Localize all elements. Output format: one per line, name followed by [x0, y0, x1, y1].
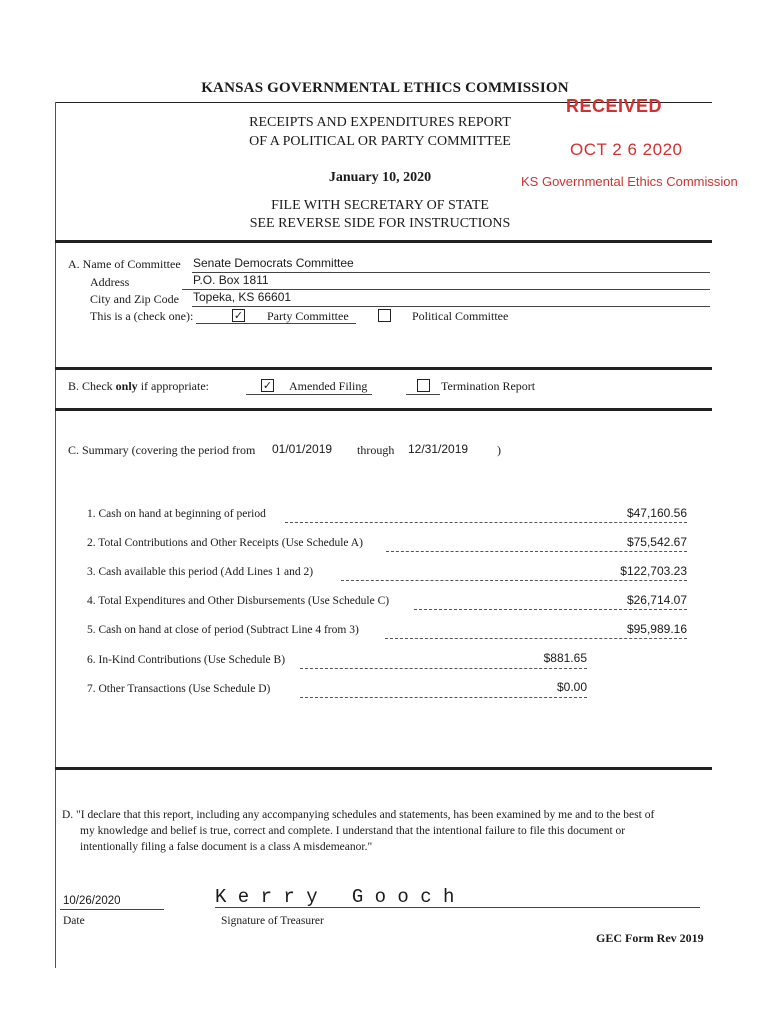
section-a-bottom-rule	[55, 367, 712, 370]
summary-line-label: 7. Other Transactions (Use Schedule D)	[87, 683, 271, 695]
summary-line-dashes	[414, 609, 687, 610]
treasurer-signature-label: Signature of Treasurer	[221, 915, 324, 927]
report-date: January 10, 2020	[328, 170, 432, 185]
party-committee-checkbox[interactable]: ✓	[233, 309, 244, 322]
amended-filing-checkbox[interactable]: ✓	[262, 379, 273, 392]
summary-line-amount[interactable]: $122,703.23	[620, 564, 687, 578]
reverse-side-instruction: SEE REVERSE SIDE FOR INSTRUCTIONS	[249, 216, 511, 231]
summary-line-amount[interactable]: $0.00	[556, 680, 587, 694]
summary-line-label: 6. In-Kind Contributions (Use Schedule B)	[87, 654, 286, 666]
treasurer-signature-line	[215, 907, 700, 908]
check-label-only: only	[115, 379, 138, 393]
summary-line-amount[interactable]: $881.65	[543, 651, 587, 665]
summary-line-amount[interactable]: $47,160.56	[626, 506, 687, 520]
check-label-suffix: if appropriate:	[140, 379, 209, 393]
declaration-line-1: D. "I declare that this report, including any accompanying schedules and statements, has been examined by me and to the best of	[62, 809, 655, 821]
summary-period-label: C. Summary (covering the period from	[68, 443, 256, 457]
period-close-paren: )	[497, 443, 501, 457]
signature-date-value[interactable]: 10/26/2020	[63, 895, 121, 907]
summary-line-label: 4. Total Expenditures and Other Disbursements (Use Schedule C)	[87, 595, 390, 607]
summary-line-label: 2. Total Contributions and Other Receipts (Use Schedule A)	[87, 537, 363, 549]
amended-filing-line	[246, 394, 372, 395]
summary-line-dashes	[285, 522, 687, 523]
committee-type-label: This is a (check one):	[90, 309, 194, 323]
summary-line-dashes	[341, 580, 687, 581]
header-bottom-rule	[55, 240, 712, 243]
summary-line-amount[interactable]: $75,542.67	[626, 535, 687, 549]
declaration-line-3: intentionally filing a false document is a class A misdemeanor."	[80, 841, 373, 853]
period-to-date[interactable]: 12/31/2019	[408, 442, 469, 456]
summary-line-dashes	[386, 551, 687, 552]
received-stamp-date: OCT 2 6 2020	[570, 140, 683, 159]
file-instruction: FILE WITH SECRETARY OF STATE	[271, 198, 489, 213]
city-zip-line	[192, 306, 710, 307]
summary-line-dashes	[300, 697, 587, 698]
summary-line-label: 1. Cash on hand at beginning of period	[87, 508, 266, 520]
summary-line-dashes	[385, 638, 687, 639]
period-from-date[interactable]: 01/01/2019	[272, 442, 333, 456]
city-zip-label: City and Zip Code	[90, 292, 179, 306]
section-c-bottom-rule	[55, 767, 712, 770]
committee-type-line	[196, 323, 356, 324]
check-only-label	[68, 379, 209, 394]
termination-report-label: Termination Report	[441, 379, 536, 393]
period-through-label: through	[357, 443, 395, 457]
city-zip-value[interactable]: Topeka, KS 66601	[193, 290, 292, 304]
committee-name-line	[192, 272, 710, 273]
termination-report-line	[406, 394, 440, 395]
received-stamp-label: RECEIVED	[566, 96, 663, 116]
check-label-prefix: B. Check	[68, 379, 113, 393]
report-title-line-1: RECEIPTS AND EXPENDITURES REPORT	[249, 115, 511, 130]
signature-date-line	[60, 909, 164, 910]
summary-line-amount[interactable]: $26,714.07	[626, 593, 687, 607]
committee-name-label: A. Name of Committee	[68, 257, 181, 271]
signature-date-label: Date	[63, 915, 85, 927]
treasurer-signature[interactable]: K e r r y G o o c h	[215, 886, 455, 908]
amended-filing-label: Amended Filing	[289, 379, 368, 393]
political-committee-label: Political Committee	[412, 309, 509, 323]
form-revision: GEC Form Rev 2019	[596, 931, 704, 945]
report-title-line-2: OF A POLITICAL OR PARTY COMMITTEE	[249, 134, 511, 149]
summary-line-amount[interactable]: $95,989.16	[626, 622, 687, 636]
party-committee-label: Party Committee	[267, 309, 349, 323]
address-value[interactable]: P.O. Box 1811	[193, 273, 269, 287]
summary-line-label: 3. Cash available this period (Add Lines 1 and 2)	[87, 566, 314, 578]
section-b-bottom-rule	[55, 408, 712, 411]
summary-line-dashes	[300, 668, 587, 669]
commission-title: KANSAS GOVERNMENTAL ETHICS COMMISSION	[201, 80, 569, 96]
form-left-border	[55, 102, 56, 968]
address-label: Address	[90, 275, 130, 289]
declaration-line-2: my knowledge and belief is true, correct and complete. I understand that the intentional failure to file this document or	[80, 825, 626, 837]
received-stamp-agency: KS Governmental Ethics Commission	[521, 174, 738, 189]
committee-name-value[interactable]: Senate Democrats Committee	[193, 256, 354, 270]
summary-line-label: 5. Cash on hand at close of period (Subtract Line 4 from 3)	[87, 624, 359, 636]
termination-report-checkbox[interactable]	[417, 379, 430, 392]
political-committee-checkbox[interactable]	[378, 309, 391, 322]
